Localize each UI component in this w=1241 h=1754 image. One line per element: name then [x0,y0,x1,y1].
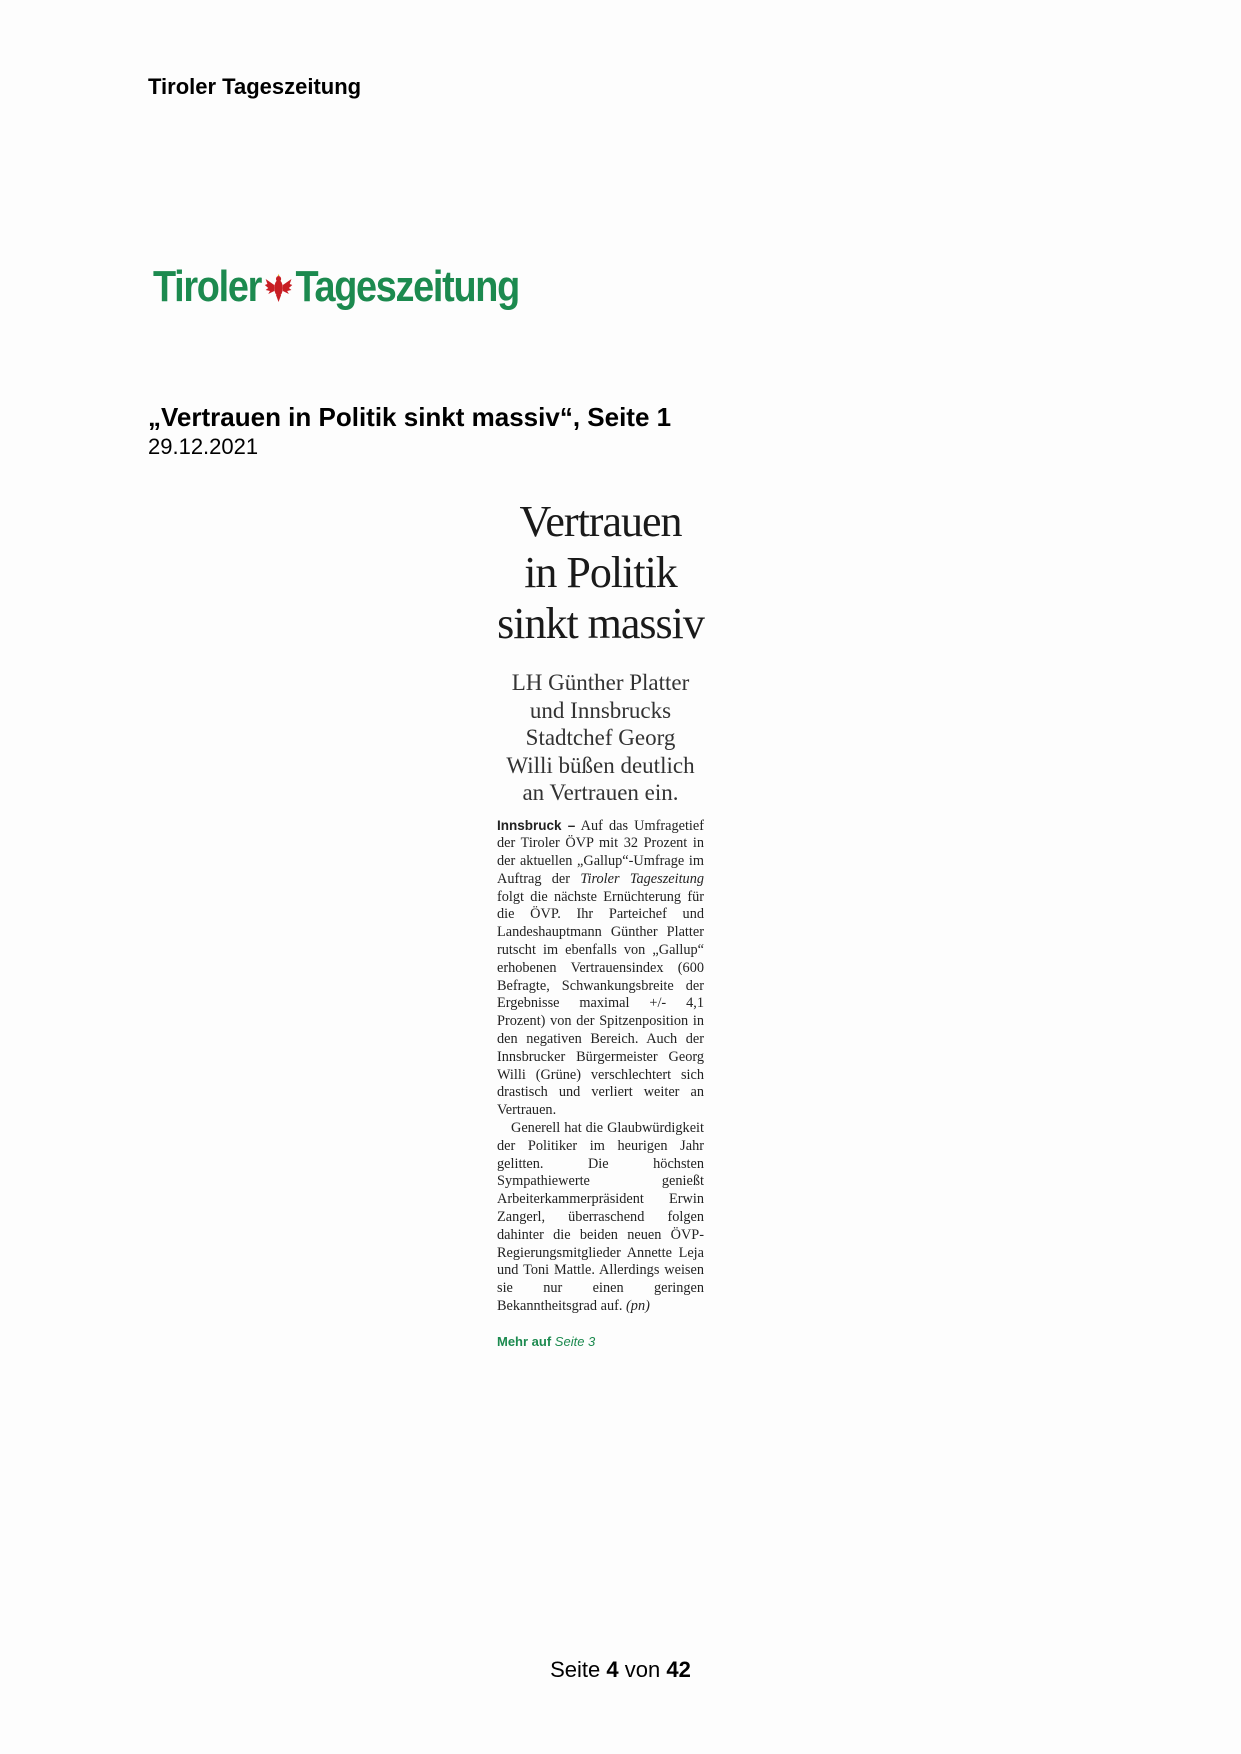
headline-line: in Politik [524,548,677,597]
more-link [497,1334,704,1349]
article-paragraph [497,817,704,1121]
footer-prefix: Seite [550,1657,601,1682]
footer-mid: von [624,1657,661,1682]
page-footer [0,1657,1241,1683]
publisher-name: Tiroler Tageszeitung [148,74,362,99]
author-initials: (pn) [626,1298,650,1315]
article-dateline: Innsbruck – [497,817,576,833]
article-subhead [497,669,704,807]
newspaper-logo [153,262,519,312]
more-page: Seite 3 [554,1333,596,1349]
subhead-line: Stadtchef Georg [525,725,676,750]
logo-text-1: Tiroler [153,262,262,311]
more-label: Mehr auf [497,1333,552,1349]
paragraph-text: Generell hat die Glaubwürdigkeit der Politiker im heurigen Jahr gelitten. Die höchsten Sympathiewerte genießt Arbeiterkammerpräsident Erwin Zangerl, überraschend folgen dahinter die beiden neuen ÖVP-Regierungsmitglieder Annette Leja und Toni Mattle. Allerdings weisen sie nur einen geringen Bekanntheitsgrad auf. [497,1120,704,1315]
article-clipping [497,496,704,1349]
subhead-line: und Innsbrucks [529,697,672,723]
paragraph-text: folgt die nächste Ernüchterung für die ÖVP. Ihr Parteichef und Landeshauptmann Günther Platter rutscht im ebenfalls von „Gallup“ erhobenen Vertrauensindex (600 Befragte, Schwankungsbreite der Ergebnisse maximal +/- 4,1 Prozent) von der Spitzenposition in den negativen Bereich. Auch der Innsbrucker Bürgermeister Georg Willi (Grüne) verschlechtert sich drastisch und verliert weiter an Vertrauen. [497,888,704,1119]
subhead-line: an Vertrauen ein. [522,780,679,805]
headline-line: Vertrauen [519,497,682,546]
document-date: 29.12.2021 [148,434,259,459]
subhead-line: Willi büßen deutlich [506,752,695,778]
newspaper-name-italic: Tiroler Tageszeitung [580,870,704,887]
footer-total-pages: 42 [666,1657,691,1682]
headline-line: sinkt massiv [497,599,704,648]
footer-page-number: 4 [606,1657,619,1682]
article-headline [497,496,704,649]
logo-text-2: Tageszeitung [295,262,519,311]
eagle-icon [264,271,292,303]
subhead-line: LH Günther Platter [511,670,690,695]
article-paragraph [497,1120,704,1316]
paragraph-text: Auf das Umfragetief der Tiroler ÖVP mit 32 Prozent in der aktuellen „Gallup“-Umfrage im Auftrag der [497,817,704,887]
article-body [497,817,704,1316]
document-title: „Vertrauen in Politik sinkt massiv“, Seite 1 [148,402,672,432]
